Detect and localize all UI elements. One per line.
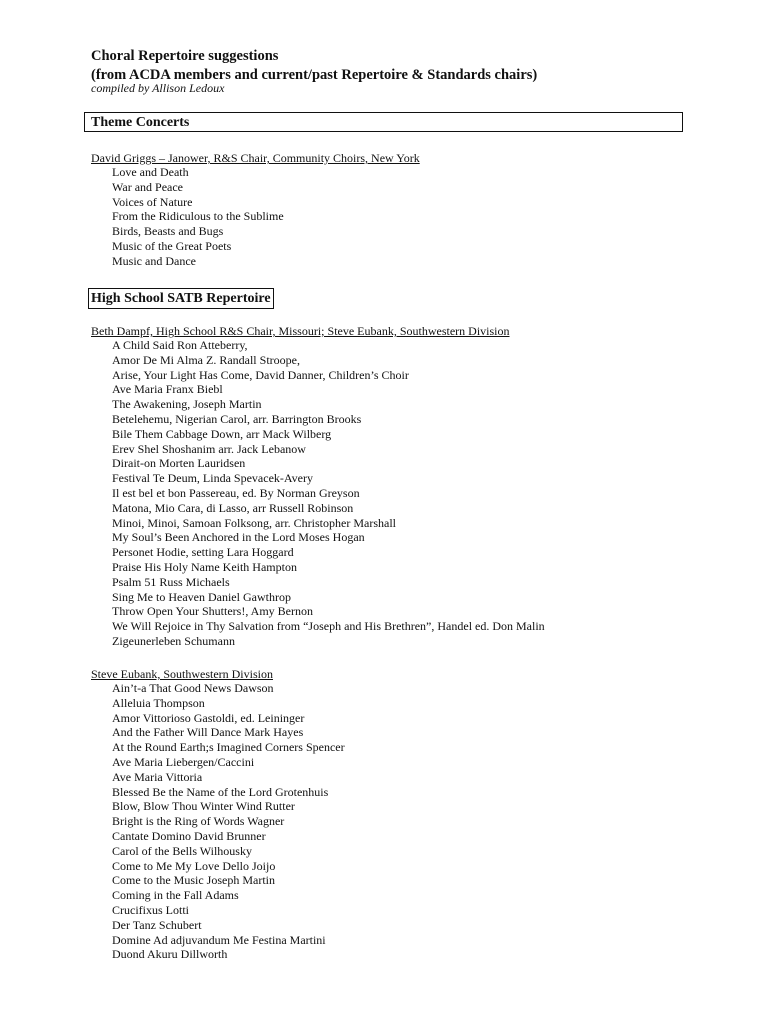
list-item: Amor De Mi Alma Z. Randall Stroope,: [112, 352, 300, 367]
list-item: Ave Maria Liebergen/Caccini: [112, 754, 255, 769]
list-item: Arise, Your Light Has Come, David Danner, Children’s Choir: [112, 367, 409, 382]
list-item: Come to Me My Love Dello Joijo: [112, 858, 276, 873]
list-item: Ave Maria Franx Biebl: [112, 382, 223, 397]
list-item: The Awakening, Joseph Martin: [112, 397, 262, 412]
list-item: Personet Hodie, setting Lara Hoggard: [112, 545, 294, 560]
list-item: Der Tanz Schubert: [112, 917, 202, 932]
list-item: Il est bel et bon Passereau, ed. By Norman Greyson: [112, 485, 360, 500]
list-item: Love and Death: [112, 165, 189, 179]
list-item: Music of the Great Poets: [112, 238, 232, 253]
list-item: Ave Maria Vittoria: [112, 769, 203, 784]
list-item: Erev Shel Shoshanim arr. Jack Lebanow: [112, 441, 306, 456]
beth-dampf-repertoire-list: [112, 338, 545, 649]
list-item: Matona, Mio Cara, di Lasso, arr Russell Robinson: [112, 500, 354, 515]
list-item: Birds, Beasts and Bugs: [112, 224, 224, 239]
list-item: Duond Akuru Dillworth: [112, 947, 228, 962]
contributor-david-griggs: David Griggs – Janower, R&S Chair, Community Choirs, New York: [91, 151, 420, 165]
list-item: Voices of Nature: [112, 194, 193, 209]
list-item: Zigeunerleben Schumann: [112, 633, 235, 648]
list-item: Dirait-on Morten Lauridsen: [112, 456, 246, 471]
list-item: We Will Rejoice in Thy Salvation from “Joseph and His Brethren”, Handel ed. Don Malin: [112, 619, 545, 634]
document-title: Choral Repertoire suggestions: [91, 48, 279, 64]
contributor-beth-dampf: Beth Dampf, High School R&S Chair, Missouri; Steve Eubank, Southwestern Division: [91, 324, 510, 338]
list-item: Blow, Blow Thou Winter Wind Rutter: [112, 799, 295, 814]
list-item: Carol of the Bells Wilhousky: [112, 843, 252, 858]
section-heading-high-school-satb: High School SATB Repertoire: [88, 288, 274, 309]
list-item: War and Peace: [112, 179, 183, 194]
list-item: At the Round Earth;s Imagined Corners Spencer: [112, 740, 345, 755]
section-title: Theme Concerts: [91, 115, 190, 130]
list-item: Betelehemu, Nigerian Carol, arr. Barrington Brooks: [112, 411, 362, 426]
list-item: Domine Ad adjuvandum Me Festina Martini: [112, 932, 326, 947]
list-item: Crucifixus Lotti: [112, 902, 189, 917]
list-item: Ain’t-a That Good News Dawson: [112, 681, 274, 695]
list-item: Coming in the Fall Adams: [112, 888, 239, 903]
document-subtitle: (from ACDA members and current/past Repertoire & Standards chairs): [91, 67, 538, 83]
list-item: Music and Dance: [112, 253, 196, 268]
list-item: Festival Te Deum, Linda Spevacek-Avery: [112, 471, 313, 486]
list-item: Amor Vittorioso Gastoldi, ed. Leininger: [112, 710, 305, 725]
list-item: Cantate Domino David Brunner: [112, 828, 266, 843]
section-heading-theme-concerts: [84, 112, 683, 132]
list-item: Psalm 51 Russ Michaels: [112, 574, 230, 589]
list-item: Bile Them Cabbage Down, arr Mack Wilberg: [112, 426, 332, 441]
list-item: And the Father Will Dance Mark Hayes: [112, 725, 304, 740]
list-item: Come to the Music Joseph Martin: [112, 873, 275, 888]
steve-eubank-repertoire-list: [112, 681, 345, 962]
list-item: Blessed Be the Name of the Lord Grotenhuis: [112, 784, 329, 799]
list-item: My Soul’s Been Anchored in the Lord Moses Hogan: [112, 530, 365, 545]
compiled-by: compiled by Allison Ledoux: [91, 81, 225, 95]
contributor-steve-eubank: Steve Eubank, Southwestern Division: [91, 667, 273, 681]
list-item: From the Ridiculous to the Sublime: [112, 209, 284, 224]
list-item: Alleluia Thompson: [112, 695, 205, 710]
list-item: A Child Said Ron Atteberry,: [112, 338, 248, 352]
list-item: Minoi, Minoi, Samoan Folksong, arr. Christopher Marshall: [112, 515, 396, 530]
list-item: Throw Open Your Shutters!, Amy Bernon: [112, 604, 313, 619]
theme-concerts-list: [112, 165, 284, 269]
list-item: Sing Me to Heaven Daniel Gawthrop: [112, 589, 291, 604]
list-item: Bright is the Ring of Words Wagner: [112, 814, 285, 829]
list-item: Praise His Holy Name Keith Hampton: [112, 559, 297, 574]
